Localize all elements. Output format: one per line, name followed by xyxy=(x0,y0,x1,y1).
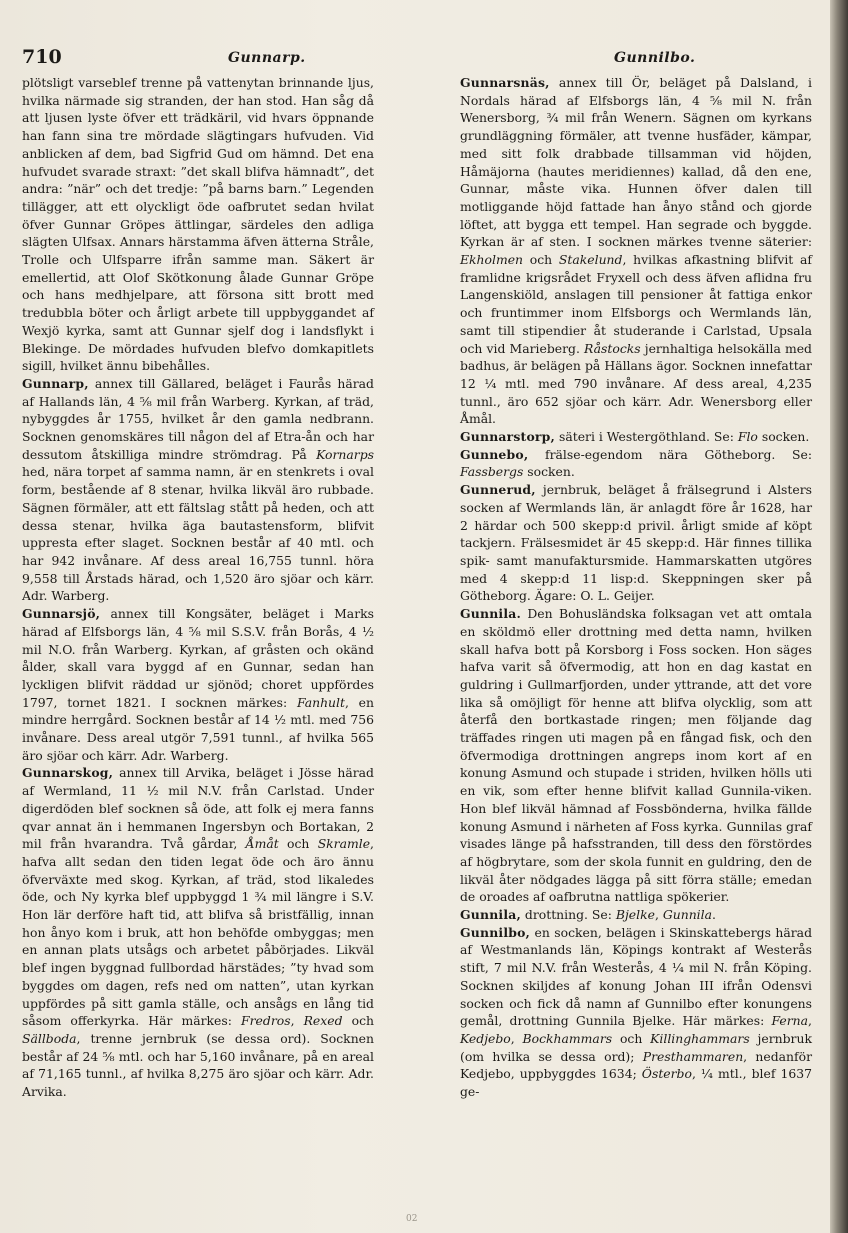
left-column xyxy=(22,74,374,1101)
headword: Gunnilbo, xyxy=(460,924,531,940)
page-header xyxy=(22,44,818,74)
headword: Gunnarsnäs, xyxy=(460,75,550,90)
headword: Gunnila. xyxy=(460,606,521,622)
headword: Gunnarstorp, xyxy=(460,429,556,445)
entry-gunnarp: Gunnarp, annex till Gällared, beläget i Faurås härad af Hallands län, 4 ⅝ mil från Warberg. Kyrkan, af träd, nybyggdes år 1755, hvilket år den gamla nedbrann. Socknen genomskäres till någon del af Etra-ån och har dessutom åtskilliga mindre strömdrag. På Kornarps hed, nära torpet af samma namn, är en stenkrets i oval form, bestående af 8 stenar, hvilka likväl äro rubbade. Sägnen förmäler, att ett fältslag stått på heden, och att dessa stenar, hvilka äga bautastensform, blifvit uppresta efter slaget. Socknen består af 40 mtl. och har 942 invånare. Af dess areal 16,755 tunnl. höra 9,558 till Årstads härad, och 1,520 äro sjöar och kärr. Adr. Warberg. xyxy=(22,375,374,604)
entry-gunnarsjo: Gunnarsjö, annex till Kongsäter, beläget i Marks härad af Elfsborgs län, 4 ⅝ mil S.S.V. från Borås, 4 ½ mil N.O. från Warberg. Kyrkan, af gråsten och okänd ålder, skall vara byggd af en Gunnar, sedan han lyckligen blifvit räddad ur sjönöd; choret uppfördes 1797, tornet 1821. I socknen märkes: Fanhult, en mindre herrgård. Socknen består af 14 ½ mtl. med 756 invånare. Dess areal utgör 7,591 tunnl., af hvilka 565 äro sjöar och kärr. Adr. Warberg. xyxy=(22,606,374,763)
book-edge xyxy=(830,0,848,1233)
running-head-right: Gunnilbo. xyxy=(614,50,696,66)
footer-mark: 02 xyxy=(406,1214,418,1224)
headword: Gunnarskog, xyxy=(22,765,114,781)
page-number: 710 xyxy=(22,46,62,68)
entry-gunnila-saga: Gunnila. Den Bohusländska folksagan vet att omtala en sköldmö eller drottning med detta namn, hvilken skall hafva bott på Korsborg i Foss socken. Hon säges hafva varit så öfvermodig, att hon en dag kastat en guldring i Gullmarfjorden, under yttrande, att det vore lika så omöjligt för henne att blifva olycklig, som att återfå den bortkastade ringen; men följande dag träffades ringen uti magen på en fångad fisk, och den öfvermodiga drottningen angreps inom kort af en konung Asmund och stupade i striden, hvilken hölls uti en vik, som efter henne blifvit kallad Gunnila-viken. Hon blef likväl hämnad af Fossbönderna, hvilka fällde konung Asmund i närheten af Foss kyrka. Gunnilas graf visades länge på hafsstranden, till dess den förstördes af högbrytare, som der skola funnit en guldring, den de likväl åter nödgades lägga på sitt förra ställe; emedan de oroades af oafbrutna nattliga spökerier. xyxy=(460,606,812,905)
headword: Gunnarp, xyxy=(22,375,89,391)
entry-gunnarstorp: Gunnarstorp, säteri i Westergöthland. Se: Flo socken. xyxy=(460,429,810,445)
headword: Gunnarsjö, xyxy=(22,606,101,622)
entry-gunnilbo: Gunnilbo, en socken, belägen i Skinskattebergs härad af Westmanlands län, Köpings kontrakt af Westerås stift, 7 mil N.V. från Westerås, 4 ¼ mil N. från Köping. Socknen skiljdes af konung Johan III ifrån Odensvi socken och fick då namn af Gunnilbo efter konungens gemål, drottning Gunnila Bjelke. Här märkes: Ferna, Kedjebo, Bockhammars och Killinghammars jernbruk (om hvilka se dessa ord); Presthammaren, nedanför Kedjebo, uppbyggdes 1634; Österbo, ¼ mtl., blef 1637 ge- xyxy=(460,924,812,1100)
headword: Gunnerud, xyxy=(460,482,536,498)
running-head-left: Gunnarp. xyxy=(228,50,306,66)
headword: Gunnila, xyxy=(460,907,521,923)
entry-gunnebo: Gunnebo, frälse-egendom nära Götheborg. Se: Fassbergs socken. xyxy=(460,446,812,480)
entry-gunnarsnas: Gunnarsnäs, annex till Ör, beläget på Dalsland, i Nordals härad af Elfsborgs län, 4 ⅝ mil N. från Wenersborg, ¾ mil från Wenern. Sägnen om kyrkans grundläggning förmäler, att tvenne husfäder, kämpar, med sitt folk drabbade tillsamman vid höjden, Håmäjorna (hautes meridiennes) kallad, då den ene, Gunnar, måste vika. Hunnen öfver dalen till motliggande höjd fattade han ånyo stånd och gjorde löftet, att bygga ett tempel. Han segrade och byggde. Kyrkan är af sten. I socknen märkes tvenne säterier: Ekholmen och Stakelund, hvilkas afkastning blifvit af framlidne krigsrådet Fryxell och dess äfven aflidna fru Langenskiöld, anslagen till pensioner åt fattiga enkor och fruntimmer inom Elfsborgs och Wermlands län, samt till stipendier åt studerande i Carlstad, Upsala och vid Marieberg. Råstocks jernhaltiga helsokälla med badhus, är belägen på Hällans ägor. Socknen innefattar 12 ¼ mtl. med 790 invånare. Af dess areal, 4,235 tunnl., äro 652 sjöar och kärr. Adr. Wenersborg eller Åmål. xyxy=(460,75,812,427)
headword: Gunnebo, xyxy=(460,446,529,462)
right-column xyxy=(460,74,812,1101)
entry-gunnerud: Gunnerud, jernbruk, beläget å frälsegrund i Alsters socken af Wermlands län, är anlagdt före år 1628, har 2 härdar och 500 skepp:d privil. årligt smide af köpt tackjern. Frälsesmidet är 45 skepp:d. Här finnes tillika spik- samt manufaktursmide. Hammarskatten utgöres med 4 skepp:d 11 lisp:d. Skeppningen sker på Götheborg. Ägare: O. L. Geijer. xyxy=(460,482,812,604)
entry-gunnarskog: Gunnarskog, annex till Arvika, beläget i Jösse härad af Wermland, 11 ½ mil N.V. från Carlstad. Under digerdöden blef socknen så öde, att folk ej mera fanns qvar annat än i hemmanen Ingersbyn och Bortakan, 2 mil från hvarandra. Två gårdar, Åmåt och Skramle, hafva allt sedan den tiden legat öde och äro ännu öfverväxte med skog. Kyrkan, af träd, stod likaledes öde, och Ny kyrka blef uppbyggd 1 ¾ mil längre i S.V. Hon lär derföre haft tid, att blifva så bristfällig, innan hon ånyo kom i bruk, att hon behöfde ombyggas; men en annan plats utsågs och arbetet påbörjades. Likväl blef ingen byggnad fullbordad härstädes; ”ty hvad som byggdes om dagen, refs ned om natten”, utan kyrkan uppfördes på sitt gamla ställe, och ansågs en lång tid såsom offerkyrka. Här märkes: Fredros, Rexed och Sällboda, trenne jernbruk (se dessa ord). Socknen består af 24 ⅝ mtl. och har 5,160 invånare, på en areal af 71,165 tunnl., af hvilka 8,275 äro sjöar och kärr. Adr. Arvika. xyxy=(22,765,374,1100)
entry-continuation: plötsligt varseblef trenne på vattenytan brinnande ljus, hvilka närmade sig stranden, der han stod. Han såg då att ljusen lyste öfver ett trädkäril, vid hvars öppnande han fann sina tre mördade slägtingars hufvuden. Vid anblicken af dem, bad Sigfrid Gud om hämnd. Det ena hufvudet svarade straxt: ”det skall blifva hämnadt”, det andra: ”när” och det tredje: ”på barns barn.” Legenden tillägger, att ett olyckligt öde oafbrutet sedan hvilat öfver Gunnar Gröpes ättlingar, särdeles den adliga slägten Ulfsax. Annars härstamma äfven ätterna Stråle, Trolle och Ulfsparre ifrån samme man. Säkert är emellertid, att Olof Skötkonung ålade Gunnar Gröpe och hans medhjelpare, att försona sitt brott med tredubbla böter och årligt arbete till uppbyggandet af Wexjö kyrka, samt att Gunnar sjelf dog i landsflykt i Blekinge. De mördades hufvuden blefvo domkapitlets sigill, hvilket ännu bibehålles. xyxy=(22,75,374,374)
entry-gunnila-drottning: Gunnila, drottning. Se: Bjelke, Gunnila. xyxy=(460,907,716,923)
